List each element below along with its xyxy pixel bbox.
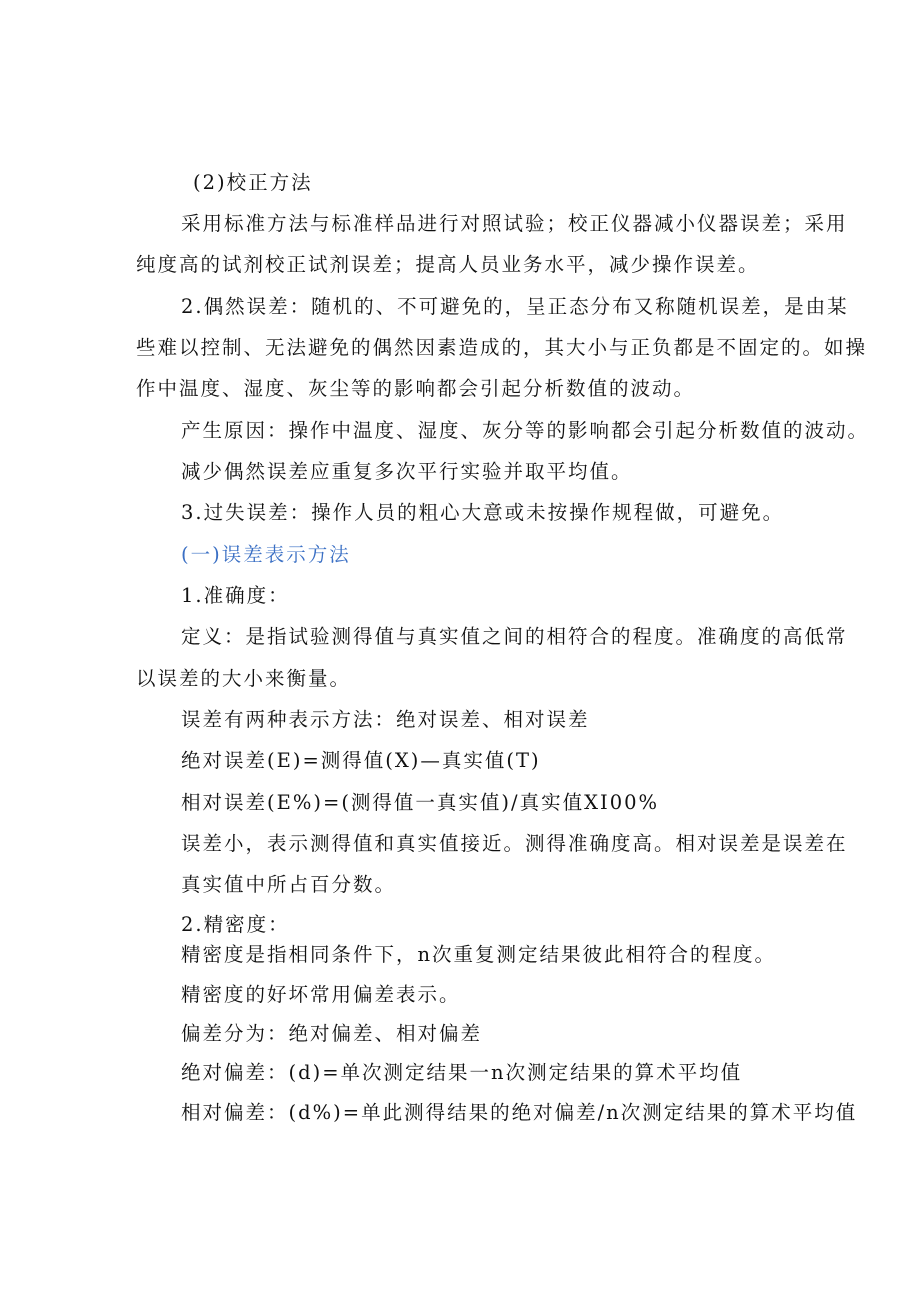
random-error-cause: 产生原因：操作中温度、湿度、灰分等的影响都会引起分析数值的波动。	[181, 419, 870, 442]
deviation-types-line: 偏差分为：绝对偏差、相对偏差	[181, 1022, 483, 1045]
absolute-deviation-formula: 绝对偏差：(d)=单次测定结果一n次测定结果的算术平均值	[181, 1061, 743, 1084]
random-error-line1: 2.偶然误差：随机的、不可避免的，呈正态分布又称随机误差，是由某	[181, 295, 849, 318]
error-types-line: 误差有两种表示方法：绝对误差、相对误差	[181, 708, 590, 731]
relative-deviation-formula: 相对偏差：(d%)=单此测得结果的绝对偏差/n次测定结果的算术平均值	[181, 1101, 858, 1124]
calibration-heading: (2)校正方法	[193, 171, 313, 194]
absolute-error-formula: 绝对误差(E)=测得值(X)—真实值(T)	[181, 749, 541, 772]
random-error-line3: 作中温度、湿度、灰尘等的影响都会引起分析数值的波动。	[136, 377, 696, 400]
precision-definition: 精密度是指相同条件下，n次重复测定结果彼此相符合的程度。	[181, 943, 777, 966]
accuracy-definition-line2: 以误差的大小来衡量。	[136, 667, 352, 690]
calibration-text-line1: 采用标准方法与标准样品进行对照试验；校正仪器减小仪器误差；采用	[181, 212, 848, 235]
random-error-reduce: 减少偶然误差应重复多次平行实验并取平均值。	[181, 460, 633, 483]
random-error-line2: 些难以控制、无法避免的偶然因素造成的，其大小与正负都是不固定的。如操	[136, 336, 868, 359]
gross-error-line: 3.过失误差：操作人员的粗心大意或未按操作规程做，可避免。	[181, 501, 785, 524]
error-small-line2: 真实值中所占百分数。	[181, 873, 397, 896]
relative-error-formula: 相对误差(E%)=(测得值一真实值)/真实值XI00%	[181, 791, 660, 814]
precision-measure: 精密度的好坏常用偏差表示。	[181, 983, 461, 1006]
error-small-line1: 误差小，表示测得值和真实值接近。测得准确度高。相对误差是误差在	[181, 832, 848, 855]
error-representation-heading: (一)误差表示方法	[181, 543, 351, 566]
accuracy-definition-line1: 定义：是指试验测得值与真实值之间的相符合的程度。准确度的高低常	[181, 625, 848, 648]
calibration-text-line2: 纯度高的试剂校正试剂误差；提高人员业务水平，减少操作误差。	[136, 253, 760, 276]
accuracy-heading: 1.准确度：	[181, 584, 290, 607]
precision-heading: 2.精密度：	[181, 913, 290, 936]
